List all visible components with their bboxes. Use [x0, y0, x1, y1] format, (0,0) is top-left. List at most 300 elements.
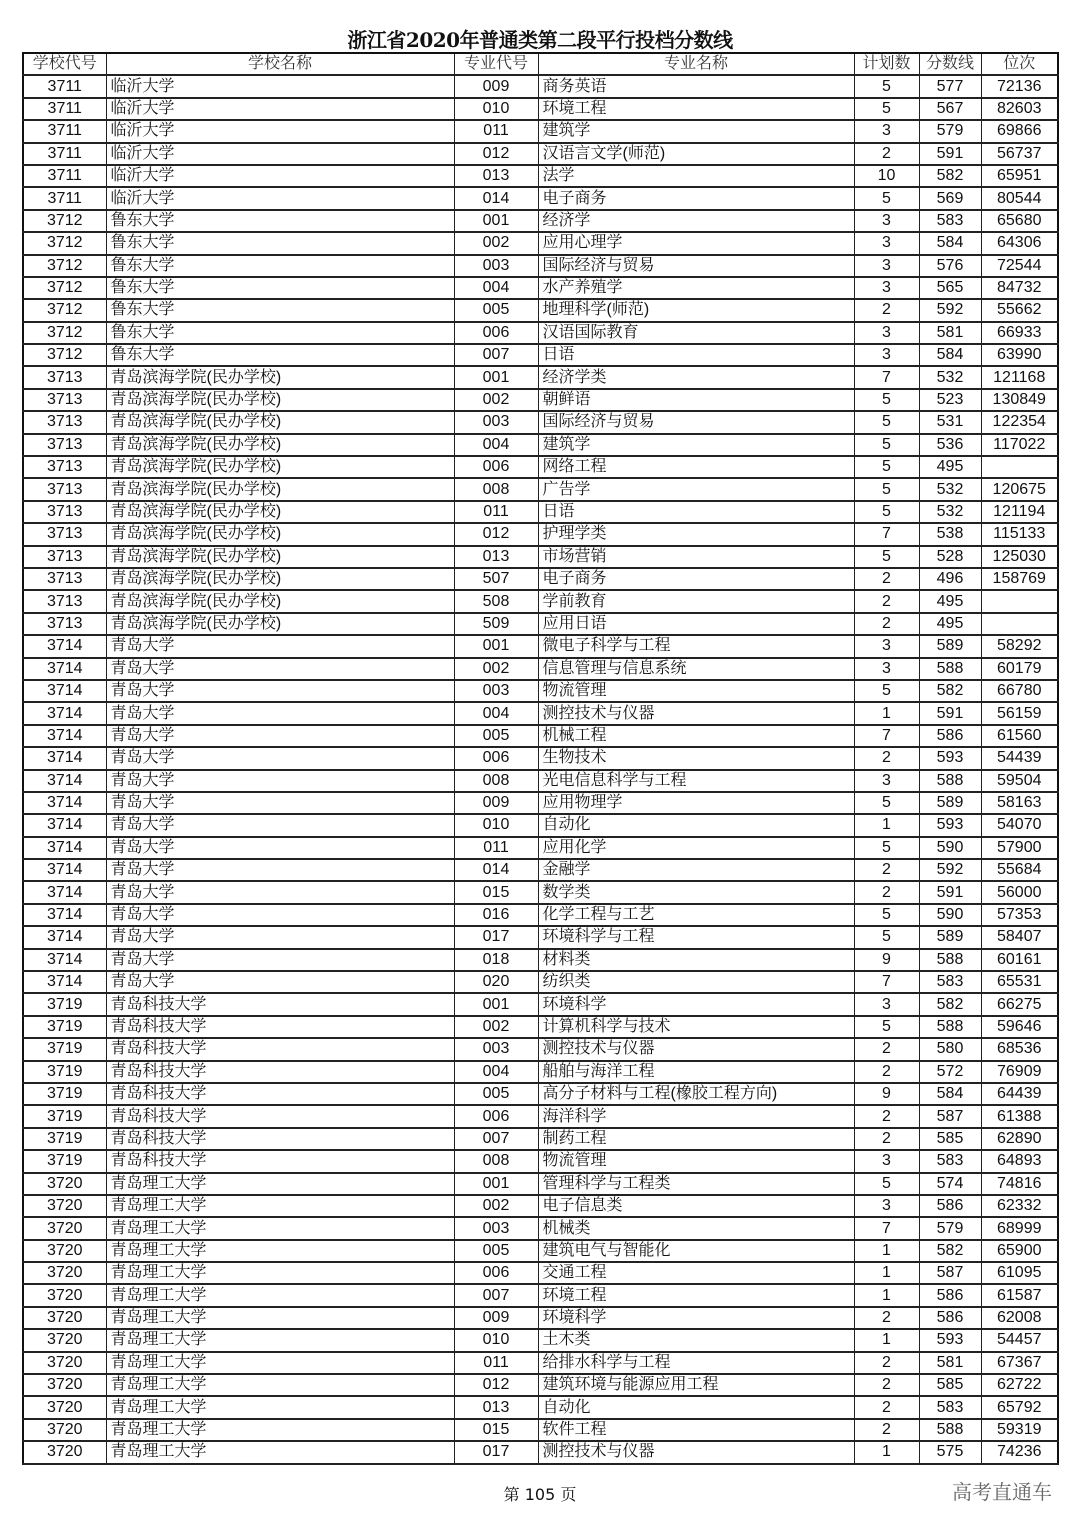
major-name-cell: 网络工程 — [538, 456, 854, 478]
score-line-cell: 589 — [919, 926, 981, 948]
plan-count-cell: 2 — [854, 1105, 919, 1127]
major-name-cell: 广告学 — [538, 478, 854, 500]
school-name-cell: 青岛大学 — [106, 859, 454, 881]
major-name-cell: 数学类 — [538, 881, 854, 903]
school-name-cell: 青岛大学 — [106, 949, 454, 971]
school-name-cell: 青岛大学 — [106, 971, 454, 993]
score-line-cell: 582 — [919, 993, 981, 1015]
rank-cell: 57353 — [981, 904, 1058, 926]
plan-count-cell: 2 — [854, 143, 919, 165]
table-row — [23, 590, 1058, 612]
school-code-cell: 3711 — [23, 98, 106, 120]
score-line-cell: 532 — [919, 366, 981, 388]
rank-cell: 120675 — [981, 478, 1058, 500]
major-name-cell: 应用化学 — [538, 837, 854, 859]
school-name-cell: 青岛理工大学 — [106, 1173, 454, 1195]
school-code-cell: 3712 — [23, 210, 106, 232]
score-line-cell: 584 — [919, 1083, 981, 1105]
major-name-cell: 国际经济与贸易 — [538, 255, 854, 277]
score-line-cell: 580 — [919, 1038, 981, 1060]
table-row — [23, 568, 1058, 590]
major-code-cell: 001 — [454, 993, 538, 1015]
score-line-cell: 528 — [919, 546, 981, 568]
school-code-cell: 3713 — [23, 411, 106, 433]
major-name-cell: 日语 — [538, 344, 854, 366]
score-line-cell: 588 — [919, 1016, 981, 1038]
rank-cell: 57900 — [981, 837, 1058, 859]
school-name-cell: 临沂大学 — [106, 143, 454, 165]
major-code-cell: 009 — [454, 792, 538, 814]
table-row — [23, 1016, 1058, 1038]
plan-count-cell: 5 — [854, 1016, 919, 1038]
major-code-cell: 005 — [454, 299, 538, 321]
score-line-cell: 583 — [919, 210, 981, 232]
rank-cell: 121194 — [981, 501, 1058, 523]
rank-cell: 65792 — [981, 1396, 1058, 1418]
major-code-cell: 008 — [454, 1150, 538, 1172]
major-name-cell: 机械工程 — [538, 725, 854, 747]
major-code-cell: 008 — [454, 478, 538, 500]
rank-cell: 61560 — [981, 725, 1058, 747]
school-code-cell: 3713 — [23, 478, 106, 500]
score-line-cell: 582 — [919, 680, 981, 702]
score-line-cell: 572 — [919, 1061, 981, 1083]
school-name-cell: 青岛理工大学 — [106, 1284, 454, 1306]
score-line-cell: 586 — [919, 725, 981, 747]
rank-cell: 76909 — [981, 1061, 1058, 1083]
school-code-cell: 3720 — [23, 1352, 106, 1374]
score-line-cell: 579 — [919, 1217, 981, 1239]
plan-count-cell: 5 — [854, 478, 919, 500]
score-line-cell: 531 — [919, 411, 981, 433]
table-row — [23, 75, 1058, 97]
major-code-cell: 002 — [454, 389, 538, 411]
school-code-cell: 3711 — [23, 75, 106, 97]
score-line-cell: 496 — [919, 568, 981, 590]
table-row — [23, 1128, 1058, 1150]
table-row — [23, 434, 1058, 456]
major-name-cell: 建筑电气与智能化 — [538, 1240, 854, 1262]
school-name-cell: 青岛科技大学 — [106, 1083, 454, 1105]
school-code-cell: 3713 — [23, 523, 106, 545]
rank-cell: 122354 — [981, 411, 1058, 433]
school-code-cell: 3713 — [23, 434, 106, 456]
rank-cell: 65680 — [981, 210, 1058, 232]
school-name-cell: 青岛科技大学 — [106, 1150, 454, 1172]
score-line-cell: 538 — [919, 523, 981, 545]
school-name-cell: 青岛理工大学 — [106, 1307, 454, 1329]
score-line-cell: 569 — [919, 187, 981, 209]
major-code-cell: 001 — [454, 635, 538, 657]
major-code-cell: 014 — [454, 187, 538, 209]
rank-cell — [981, 590, 1058, 612]
score-line-cell: 574 — [919, 1173, 981, 1195]
school-name-cell: 鲁东大学 — [106, 322, 454, 344]
table-row — [23, 1195, 1058, 1217]
school-code-cell: 3719 — [23, 1150, 106, 1172]
major-name-cell: 光电信息科学与工程 — [538, 770, 854, 792]
rank-cell: 62008 — [981, 1307, 1058, 1329]
major-name-cell: 建筑环境与能源应用工程 — [538, 1374, 854, 1396]
table-row — [23, 770, 1058, 792]
score-line-cell: 588 — [919, 1419, 981, 1441]
rank-cell: 74816 — [981, 1173, 1058, 1195]
school-code-cell: 3720 — [23, 1173, 106, 1195]
major-code-cell: 017 — [454, 926, 538, 948]
plan-count-cell: 3 — [854, 993, 919, 1015]
school-code-cell: 3714 — [23, 725, 106, 747]
plan-count-cell: 5 — [854, 837, 919, 859]
score-line-cell: 575 — [919, 1441, 981, 1463]
major-name-cell: 软件工程 — [538, 1419, 854, 1441]
table-row — [23, 1352, 1058, 1374]
plan-count-cell: 10 — [854, 165, 919, 187]
major-code-cell: 006 — [454, 1262, 538, 1284]
table-row — [23, 344, 1058, 366]
plan-count-cell: 2 — [854, 299, 919, 321]
plan-count-cell: 3 — [854, 322, 919, 344]
plan-count-cell: 1 — [854, 1262, 919, 1284]
score-line-cell: 536 — [919, 434, 981, 456]
major-code-cell: 010 — [454, 1329, 538, 1351]
major-name-cell: 地理科学(师范) — [538, 299, 854, 321]
major-name-cell: 信息管理与信息系统 — [538, 658, 854, 680]
school-name-cell: 青岛滨海学院(民办学校) — [106, 613, 454, 635]
plan-count-cell: 3 — [854, 658, 919, 680]
table-row — [23, 837, 1058, 859]
school-code-cell: 3719 — [23, 1038, 106, 1060]
table-row — [23, 546, 1058, 568]
major-code-cell: 011 — [454, 837, 538, 859]
school-code-cell: 3719 — [23, 1083, 106, 1105]
table-row — [23, 501, 1058, 523]
major-code-cell: 011 — [454, 120, 538, 142]
plan-count-cell: 5 — [854, 98, 919, 120]
major-code-cell: 005 — [454, 725, 538, 747]
major-code-cell: 001 — [454, 1173, 538, 1195]
admission-score-table — [22, 52, 1059, 1465]
table-row — [23, 98, 1058, 120]
table-row — [23, 1307, 1058, 1329]
score-line-cell: 587 — [919, 1262, 981, 1284]
major-code-cell: 014 — [454, 859, 538, 881]
rank-cell: 121168 — [981, 366, 1058, 388]
table-row — [23, 120, 1058, 142]
table-header-row — [23, 53, 1058, 75]
table-row — [23, 1396, 1058, 1418]
school-name-cell: 青岛滨海学院(民办学校) — [106, 546, 454, 568]
school-name-cell: 青岛科技大学 — [106, 1061, 454, 1083]
score-line-cell: 591 — [919, 881, 981, 903]
plan-count-cell: 3 — [854, 210, 919, 232]
major-name-cell: 机械类 — [538, 1217, 854, 1239]
school-code-cell: 3713 — [23, 366, 106, 388]
major-code-cell: 003 — [454, 255, 538, 277]
school-name-cell: 临沂大学 — [106, 120, 454, 142]
school-code-cell: 3714 — [23, 702, 106, 724]
major-code-cell: 005 — [454, 1240, 538, 1262]
rank-cell: 58292 — [981, 635, 1058, 657]
school-code-cell: 3712 — [23, 299, 106, 321]
school-name-cell: 鲁东大学 — [106, 232, 454, 254]
school-name-cell: 青岛理工大学 — [106, 1240, 454, 1262]
plan-count-cell: 3 — [854, 277, 919, 299]
rank-cell: 61095 — [981, 1262, 1058, 1284]
school-name-cell: 青岛理工大学 — [106, 1195, 454, 1217]
school-code-cell: 3719 — [23, 993, 106, 1015]
plan-count-cell: 3 — [854, 120, 919, 142]
table-row — [23, 949, 1058, 971]
page-number: 第 105 页 — [503, 1485, 577, 1504]
major-name-cell: 学前教育 — [538, 590, 854, 612]
school-code-cell: 3720 — [23, 1396, 106, 1418]
school-code-cell: 3714 — [23, 770, 106, 792]
rank-cell: 64439 — [981, 1083, 1058, 1105]
plan-count-cell: 5 — [854, 904, 919, 926]
school-name-cell: 临沂大学 — [106, 98, 454, 120]
school-name-cell: 鲁东大学 — [106, 299, 454, 321]
school-code-cell: 3719 — [23, 1105, 106, 1127]
score-line-cell: 583 — [919, 1150, 981, 1172]
rank-cell: 65900 — [981, 1240, 1058, 1262]
school-name-cell: 青岛理工大学 — [106, 1396, 454, 1418]
score-line-cell: 593 — [919, 1329, 981, 1351]
school-name-cell: 青岛滨海学院(民办学校) — [106, 389, 454, 411]
rank-cell: 74236 — [981, 1441, 1058, 1463]
rank-cell: 55662 — [981, 299, 1058, 321]
score-line-cell: 590 — [919, 837, 981, 859]
rank-cell: 60161 — [981, 949, 1058, 971]
major-name-cell: 水产养殖学 — [538, 277, 854, 299]
rank-cell: 64306 — [981, 232, 1058, 254]
major-code-cell: 002 — [454, 1195, 538, 1217]
rank-cell: 117022 — [981, 434, 1058, 456]
school-name-cell: 青岛理工大学 — [106, 1352, 454, 1374]
score-line-cell: 584 — [919, 344, 981, 366]
school-code-cell: 3712 — [23, 255, 106, 277]
table-row — [23, 1105, 1058, 1127]
header-major-name: 专业名称 — [538, 53, 854, 75]
major-name-cell: 制药工程 — [538, 1128, 854, 1150]
plan-count-cell: 5 — [854, 546, 919, 568]
school-code-cell: 3719 — [23, 1016, 106, 1038]
major-code-cell: 012 — [454, 523, 538, 545]
rank-cell: 68536 — [981, 1038, 1058, 1060]
plan-count-cell: 1 — [854, 1240, 919, 1262]
major-code-cell: 003 — [454, 680, 538, 702]
table-row — [23, 926, 1058, 948]
plan-count-cell: 2 — [854, 1374, 919, 1396]
major-name-cell: 日语 — [538, 501, 854, 523]
major-name-cell: 市场营销 — [538, 546, 854, 568]
major-code-cell: 013 — [454, 165, 538, 187]
major-name-cell: 给排水科学与工程 — [538, 1352, 854, 1374]
major-code-cell: 003 — [454, 1038, 538, 1060]
major-code-cell: 009 — [454, 75, 538, 97]
school-name-cell: 青岛滨海学院(民办学校) — [106, 434, 454, 456]
major-name-cell: 汉语言文学(师范) — [538, 143, 854, 165]
school-name-cell: 青岛科技大学 — [106, 993, 454, 1015]
score-line-cell: 576 — [919, 255, 981, 277]
major-name-cell: 测控技术与仪器 — [538, 1038, 854, 1060]
table-row — [23, 635, 1058, 657]
major-name-cell: 海洋科学 — [538, 1105, 854, 1127]
school-code-cell: 3720 — [23, 1307, 106, 1329]
school-name-cell: 青岛理工大学 — [106, 1217, 454, 1239]
major-name-cell: 自动化 — [538, 1396, 854, 1418]
rank-cell: 56737 — [981, 143, 1058, 165]
rank-cell: 72136 — [981, 75, 1058, 97]
school-code-cell: 3712 — [23, 322, 106, 344]
plan-count-cell: 2 — [854, 568, 919, 590]
major-code-cell: 018 — [454, 949, 538, 971]
table-row — [23, 702, 1058, 724]
school-name-cell: 青岛大学 — [106, 904, 454, 926]
school-code-cell: 3720 — [23, 1329, 106, 1351]
major-code-cell: 003 — [454, 1217, 538, 1239]
major-name-cell: 经济学 — [538, 210, 854, 232]
plan-count-cell: 1 — [854, 814, 919, 836]
table-row — [23, 1441, 1058, 1463]
table-row — [23, 680, 1058, 702]
school-name-cell: 鲁东大学 — [106, 255, 454, 277]
major-name-cell: 环境工程 — [538, 1284, 854, 1306]
table-row — [23, 187, 1058, 209]
score-line-cell: 590 — [919, 904, 981, 926]
score-line-cell: 577 — [919, 75, 981, 97]
rank-cell: 60179 — [981, 658, 1058, 680]
major-name-cell: 化学工程与工艺 — [538, 904, 854, 926]
school-name-cell: 青岛大学 — [106, 635, 454, 657]
school-code-cell: 3713 — [23, 501, 106, 523]
school-code-cell: 3720 — [23, 1195, 106, 1217]
major-code-cell: 507 — [454, 568, 538, 590]
plan-count-cell: 9 — [854, 1083, 919, 1105]
plan-count-cell: 9 — [854, 949, 919, 971]
table-row — [23, 747, 1058, 769]
school-code-cell: 3714 — [23, 971, 106, 993]
table-body — [23, 75, 1058, 1463]
plan-count-cell: 2 — [854, 1128, 919, 1150]
major-name-cell: 建筑学 — [538, 120, 854, 142]
school-name-cell: 青岛科技大学 — [106, 1128, 454, 1150]
major-code-cell: 017 — [454, 1441, 538, 1463]
table-row — [23, 366, 1058, 388]
major-name-cell: 电子信息类 — [538, 1195, 854, 1217]
major-name-cell: 测控技术与仪器 — [538, 1441, 854, 1463]
major-name-cell: 法学 — [538, 165, 854, 187]
school-code-cell: 3714 — [23, 904, 106, 926]
table-row — [23, 1284, 1058, 1306]
school-code-cell: 3714 — [23, 747, 106, 769]
rank-cell: 59504 — [981, 770, 1058, 792]
school-name-cell: 青岛滨海学院(民办学校) — [106, 411, 454, 433]
plan-count-cell: 2 — [854, 747, 919, 769]
school-code-cell: 3714 — [23, 792, 106, 814]
header-score-line: 分数线 — [919, 53, 981, 75]
plan-count-cell: 3 — [854, 1150, 919, 1172]
plan-count-cell: 5 — [854, 411, 919, 433]
header-major-code: 专业代号 — [454, 53, 538, 75]
school-name-cell: 青岛滨海学院(民办学校) — [106, 568, 454, 590]
school-name-cell: 青岛大学 — [106, 702, 454, 724]
major-code-cell: 004 — [454, 1061, 538, 1083]
table-row — [23, 456, 1058, 478]
school-code-cell: 3714 — [23, 658, 106, 680]
major-name-cell: 生物技术 — [538, 747, 854, 769]
school-code-cell: 3714 — [23, 859, 106, 881]
school-name-cell: 青岛大学 — [106, 837, 454, 859]
table-row — [23, 859, 1058, 881]
major-code-cell: 006 — [454, 322, 538, 344]
school-code-cell: 3714 — [23, 680, 106, 702]
major-name-cell: 物流管理 — [538, 680, 854, 702]
table-row — [23, 613, 1058, 635]
major-code-cell: 007 — [454, 344, 538, 366]
rank-cell: 72544 — [981, 255, 1058, 277]
rank-cell: 69866 — [981, 120, 1058, 142]
major-name-cell: 商务英语 — [538, 75, 854, 97]
score-line-cell: 582 — [919, 165, 981, 187]
score-line-cell: 523 — [919, 389, 981, 411]
major-name-cell: 物流管理 — [538, 1150, 854, 1172]
plan-count-cell: 3 — [854, 232, 919, 254]
major-name-cell: 环境科学 — [538, 1307, 854, 1329]
school-name-cell: 青岛科技大学 — [106, 1105, 454, 1127]
table-row — [23, 389, 1058, 411]
plan-count-cell: 5 — [854, 434, 919, 456]
school-code-cell: 3719 — [23, 1128, 106, 1150]
table-row — [23, 1240, 1058, 1262]
school-code-cell: 3712 — [23, 232, 106, 254]
table-row — [23, 658, 1058, 680]
score-line-cell: 593 — [919, 814, 981, 836]
score-line-cell: 588 — [919, 949, 981, 971]
plan-count-cell: 5 — [854, 75, 919, 97]
major-code-cell: 002 — [454, 232, 538, 254]
plan-count-cell: 5 — [854, 501, 919, 523]
school-code-cell: 3714 — [23, 814, 106, 836]
plan-count-cell: 3 — [854, 344, 919, 366]
plan-count-cell: 5 — [854, 389, 919, 411]
score-line-cell: 532 — [919, 478, 981, 500]
school-name-cell: 青岛大学 — [106, 926, 454, 948]
major-name-cell: 高分子材料与工程(橡胶工程方向) — [538, 1083, 854, 1105]
plan-count-cell: 2 — [854, 1038, 919, 1060]
school-code-cell: 3714 — [23, 926, 106, 948]
rank-cell: 56159 — [981, 702, 1058, 724]
major-code-cell: 013 — [454, 1396, 538, 1418]
major-code-cell: 016 — [454, 904, 538, 926]
table-row — [23, 411, 1058, 433]
major-name-cell: 环境工程 — [538, 98, 854, 120]
score-line-cell: 588 — [919, 770, 981, 792]
score-line-cell: 586 — [919, 1195, 981, 1217]
document-title: 浙江省2020年普通类第二段平行投档分数线 — [347, 28, 733, 52]
major-code-cell: 001 — [454, 210, 538, 232]
header-plan-count: 计划数 — [854, 53, 919, 75]
major-name-cell: 建筑学 — [538, 434, 854, 456]
plan-count-cell: 2 — [854, 590, 919, 612]
major-code-cell: 004 — [454, 277, 538, 299]
score-line-cell: 495 — [919, 613, 981, 635]
school-name-cell: 青岛科技大学 — [106, 1016, 454, 1038]
major-code-cell: 011 — [454, 501, 538, 523]
major-name-cell: 电子商务 — [538, 187, 854, 209]
major-name-cell: 环境科学与工程 — [538, 926, 854, 948]
school-code-cell: 3711 — [23, 165, 106, 187]
major-name-cell: 计算机科学与技术 — [538, 1016, 854, 1038]
